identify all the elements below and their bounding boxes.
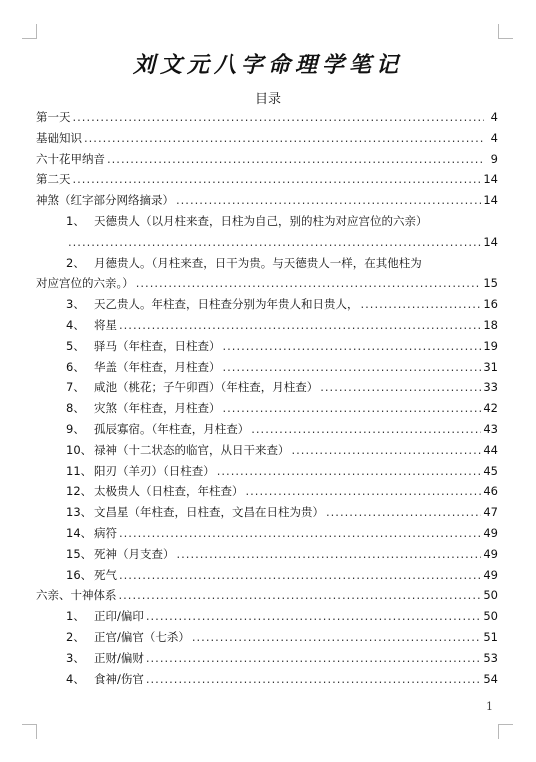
toc-chapter[interactable] [36,169,498,190]
toc-entry-number: 9、 [66,421,85,436]
toc-leader-dots [326,502,481,523]
toc-entry-page: 54 [483,671,498,686]
toc-entry-number: 6、 [66,359,85,374]
toc-entry-number: 4、 [66,317,85,332]
toc-entry-text: 死气 [94,567,117,582]
toc-leader-dots [68,232,481,253]
toc-entry-number: 11、 [66,463,93,478]
toc-entry[interactable] [36,544,498,565]
toc-entry-number: 16、 [66,567,93,582]
toc-entry-number: 3、 [66,297,85,312]
document-title: 刘文元八字命理学笔记 [132,52,403,78]
toc-entry[interactable] [36,502,498,523]
toc-chapter[interactable] [36,149,498,170]
toc-entry-page: 43 [483,421,498,436]
toc-leader-dots [73,169,482,190]
toc-leader-dots [292,440,482,461]
toc-entry-continuation[interactable] [36,273,498,294]
toc-leader-dots [176,190,481,211]
toc-entry-text: 第二天 [36,172,71,187]
toc-entry-page: 14 [483,234,498,249]
toc-entry-text: 基础知识 [36,130,82,145]
toc-entry-page: 49 [483,567,498,582]
toc-entry-text: 月德贵人。（月柱来查，日干为贵。与天德贵人一样，在其他柱为 [94,255,422,270]
toc-leader-dots [119,585,482,606]
toc-entry-page: 19 [483,338,498,353]
toc-leader-dots [119,565,481,586]
toc-entry-page: 18 [483,317,498,332]
toc-leader-dots [223,398,482,419]
toc-entry-text: 病符 [94,525,117,540]
toc-entry-text-continued: 对应宫位的六亲。） [36,276,134,291]
toc-entry[interactable] [36,419,498,440]
toc-leader-dots [223,357,482,378]
toc-leader-dots [246,481,482,502]
toc-entry-page: 49 [483,546,498,561]
toc-entry-text: 正财/偏财 [94,650,144,665]
toc-entry[interactable] [36,440,498,461]
toc-leader-dots [251,419,481,440]
toc-leader-dots [146,669,481,690]
toc-entry-number: 2、 [66,629,85,644]
toc-entry[interactable] [36,523,498,544]
toc-entry-page: 53 [483,650,498,665]
toc-entry-continuation[interactable] [36,232,498,253]
toc-entry[interactable] [36,398,498,419]
toc-leader-dots [192,627,481,648]
toc-leader-dots [223,336,482,357]
toc-leader-dots [320,377,481,398]
toc-entry[interactable] [36,253,498,274]
toc-entry-page: 49 [483,525,498,540]
toc-entry-page: 15 [483,276,498,291]
toc-leader-dots [146,648,481,669]
toc-entry-number: 8、 [66,401,85,416]
toc-leader-dots [119,523,481,544]
toc-entry[interactable] [36,606,498,627]
toc-entry-page: 4 [490,130,498,145]
toc-entry-page: 4 [490,110,498,124]
crop-mark-top-right [498,24,513,39]
toc-entry[interactable] [36,315,498,336]
toc-entry[interactable] [36,481,498,502]
toc-entry[interactable] [36,377,498,398]
toc-entry-text: 文昌星（年柱查，日柱查，文昌在日柱为贵） [94,505,324,520]
toc-entry-number: 1、 [66,609,85,624]
toc-entry-page: 9 [490,151,498,166]
toc-entry-number: 5、 [66,338,85,353]
toc-entry[interactable] [36,461,498,482]
toc-entry-page: 14 [483,172,498,187]
toc-chapter[interactable] [36,585,498,606]
toc-entry-text: 禄神（十二状态的临官，从日干来查） [94,442,290,457]
table-of-contents [36,107,498,689]
toc-entry-number: 13、 [66,505,93,520]
crop-mark-bottom-right [498,724,513,739]
toc-entry-page: 50 [483,609,498,624]
toc-entry-number: 4、 [66,671,85,686]
toc-entry-text: 华盖（年柱查，月柱查） [94,359,221,374]
toc-entry-text: 第一天 [36,110,71,124]
toc-entry-text: 正印/偏印 [94,609,144,624]
toc-leader-dots [146,606,481,627]
toc-entry-text: 六十花甲纳音 [36,151,105,166]
toc-entry-number: 15、 [66,546,93,561]
toc-entry-page: 51 [483,629,498,644]
toc-entry-page: 46 [483,484,498,499]
toc-entry-page: 42 [483,401,498,416]
toc-entry-text: 正官/偏官（七杀） [94,629,190,644]
toc-entry-page: 50 [483,588,498,603]
toc-entry-number: 2、 [66,255,85,270]
toc-leader-dots [73,107,485,128]
toc-entry-text: 神煞（红字部分网络摘录） [36,193,174,208]
toc-chapter[interactable] [36,107,498,128]
toc-leader-dots [361,294,482,315]
toc-leader-dots [217,461,482,482]
toc-entry-text: 灾煞（年柱查，月柱查） [94,401,221,416]
toc-leader-dots [84,128,484,149]
crop-mark-top-left [22,24,37,39]
toc-entry[interactable] [36,294,498,315]
toc-entry[interactable] [36,211,498,232]
toc-entry-number: 14、 [66,525,93,540]
toc-entry-page: 31 [483,359,498,374]
toc-entry[interactable] [36,565,498,586]
toc-entry[interactable] [36,336,498,357]
toc-entry-text: 将星 [94,317,117,332]
toc-entry[interactable] [36,627,498,648]
crop-mark-bottom-left [22,724,37,739]
toc-entry-number: 10、 [66,442,93,457]
toc-entry-text: 驿马（年柱查，日柱查） [94,338,221,353]
toc-entry-number: 1、 [66,213,85,228]
toc-entry[interactable] [36,357,498,378]
toc-entry-page: 16 [483,297,498,312]
toc-entry-page: 45 [483,463,498,478]
toc-leader-dots [136,273,482,294]
toc-entry-page: 44 [483,442,498,457]
toc-entry-text: 天德贵人（以月柱来查，日柱为自己，别的柱为对应宫位的六亲） [94,213,428,228]
toc-entry-text: 咸池（桃花；子午卯酉）（年柱查，月柱查） [94,380,319,395]
toc-chapter[interactable] [36,128,498,149]
toc-entry-text: 孤辰寡宿。（年柱查，月柱查） [94,421,250,436]
page-number: 1 [486,700,493,713]
toc-entry-number: 7、 [66,380,85,395]
toc-entry-number: 12、 [66,484,93,499]
toc-entry-text: 天乙贵人。年柱查，日柱查分别为年贵人和日贵人， [94,297,359,312]
toc-entry[interactable] [36,648,498,669]
toc-entry[interactable] [36,669,498,690]
toc-entry-page: 47 [483,505,498,520]
toc-leader-dots [177,544,482,565]
toc-leader-dots [119,315,481,336]
toc-heading: 目录 [254,92,281,107]
toc-entry-page: 14 [483,193,498,208]
toc-entry-text: 死神（月支查） [94,546,175,561]
toc-entry-page: 33 [483,380,498,395]
toc-entry-text: 食神/伤官 [94,671,144,686]
toc-entry-number: 3、 [66,650,85,665]
toc-chapter[interactable] [36,190,498,211]
toc-entry-text: 阳刃（羊刃）（日柱查） [94,463,215,478]
toc-entry-text: 六亲、十神体系 [36,588,117,603]
toc-entry-text: 太极贵人（日柱查，年柱查） [94,484,244,499]
toc-leader-dots [107,149,484,170]
